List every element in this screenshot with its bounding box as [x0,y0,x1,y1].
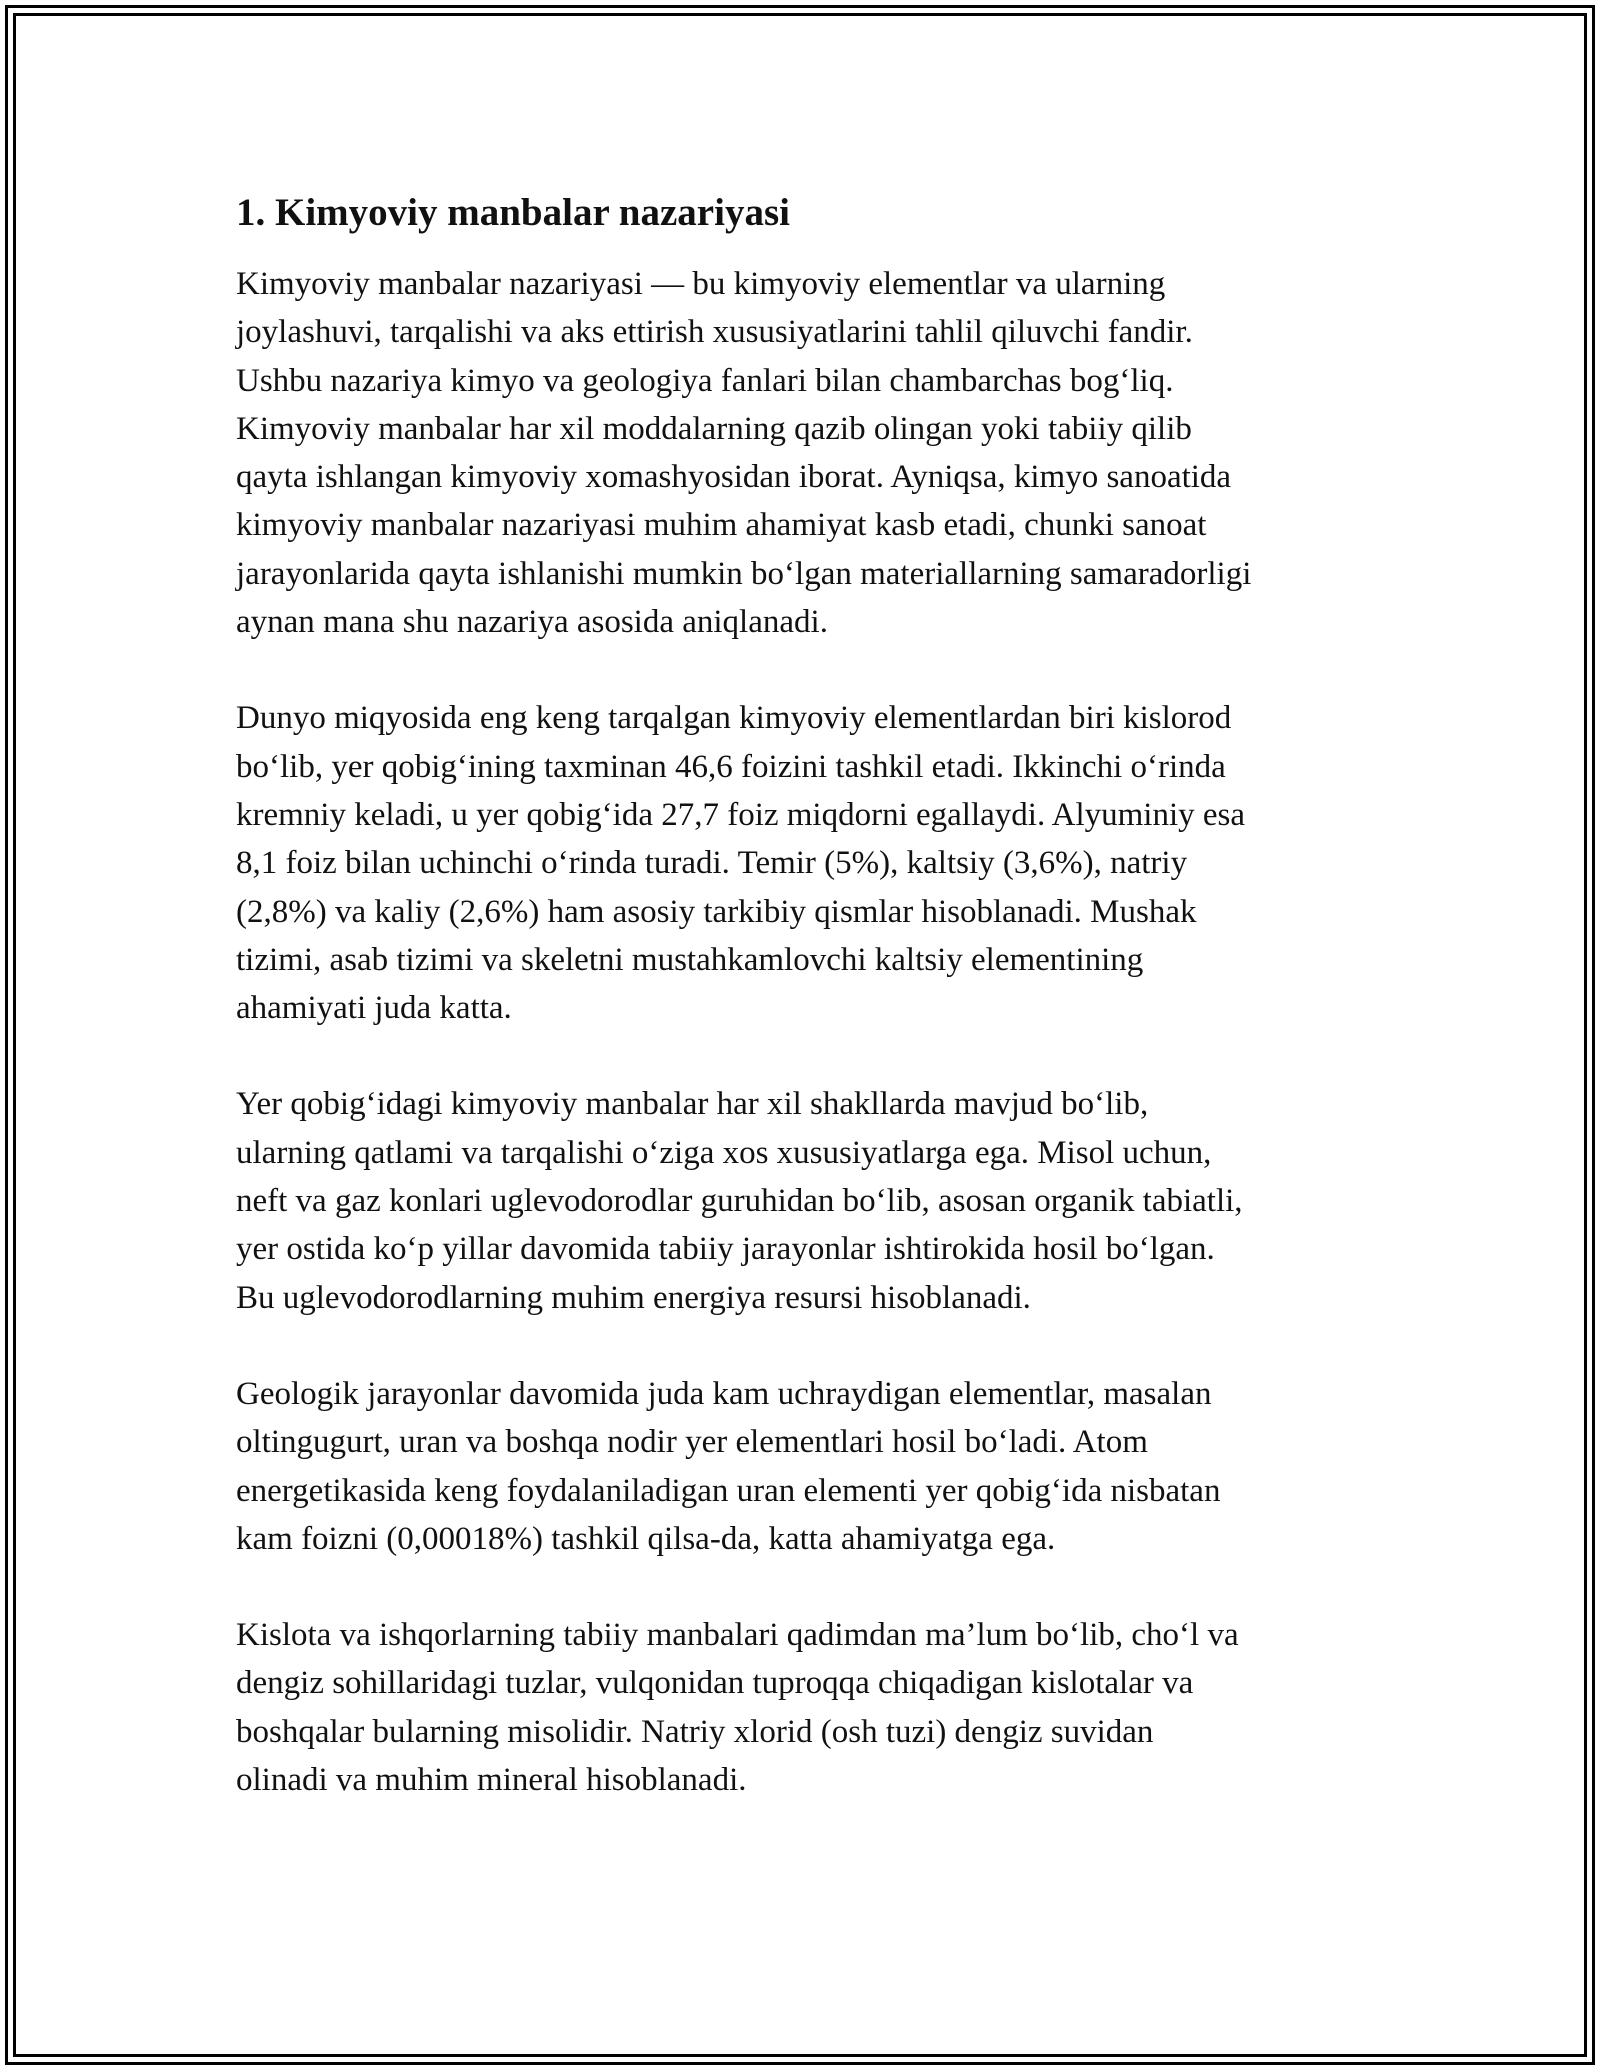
paragraph-3: Yer qobig‘idagi kimyoviy manbalar har xil shakllarda mavjud bo‘lib, ularning qatlami va tarqalishi o‘ziga xos xususiyatlarga ega. Misol uchun, neft va gaz konlari uglevodorodlar guruhidan bo‘lib, asosan organik tabiatli, yer ostida ko‘p yillar davomida tabiiy jarayonlar ishtirokida hosil bo‘lgan. Bu uglevodorodlarning muhim energiya resursi hisoblanadi. [236,1086,1243,1316]
section-heading: 1. Kimyoviy manbalar nazariyasi [236,191,790,234]
document-body [236,186,1386,1852]
paragraph-5: Kislota va ishqorlarning tabiiy manbalari qadimdan ma’lum bo‘lib, cho‘l va dengiz sohillaridagi tuzlar, vulqonidan tuproqqa chiqadigan kislotalar va boshqalar bularning misolidir. Natriy xlorid (osh tuzi) dengiz suvidan olinadi va muhim mineral hisoblanadi. [236,1617,1239,1799]
paragraph-1: Kimyoviy manbalar nazariyasi — bu kimyoviy elementlar va ularning joylashuvi, tarqalishi va aks ettirish xususiyatlarini tahlil qiluvchi fandir. Ushbu nazariya kimyo va geologiya fanlari bilan chambarchas bog‘liq. Kimyoviy manbalar har xil moddalarning qazib olingan yoki tabiiy qilib qayta ishlangan kimyoviy xomashyosidan iborat. Ayniqsa, kimyo sanoatida kimyoviy manbalar nazariyasi muhim ahamiyat kasb etadi, chunki sanoat jarayonlarida qayta ishlanishi mumkin bo‘lgan materiallarning samaradorligi aynan mana shu nazariya asosida aniqlanadi. [236,266,1252,641]
paragraph-2: Dunyo miqyosida eng keng tarqalgan kimyoviy elementlardan biri kislorod bo‘lib, yer qobig‘ining taxminan 46,6 foizini tashkil etadi. Ikkinchi o‘rinda kremniy keladi, u yer qobig‘ida 27,7 foiz miqdorni egallaydi. Alyuminiy esa 8,1 foiz bilan uchinchi o‘rinda turadi. Temir (5%), kaltsiy (3,6%), natriy (2,8%) va kaliy (2,6%) ham asosiy tarkibiy qismlar hisoblanadi. Mushak tizimi, asab tizimi va skeletni mustahkamlovchi kaltsiy elementining ahamiyati juda katta. [236,700,1246,1027]
paragraph-4: Geologik jarayonlar davomida juda kam uchraydigan elementlar, masalan oltingugurt, uran va boshqa nodir yer elementlari hosil bo‘ladi. Atom energetikasida keng foydalaniladigan uran elementi yer qobig‘ida nisbatan kam foizni (0,00018%) tashkil qilsa-da, katta ahamiyatga ega. [236,1375,1221,1557]
